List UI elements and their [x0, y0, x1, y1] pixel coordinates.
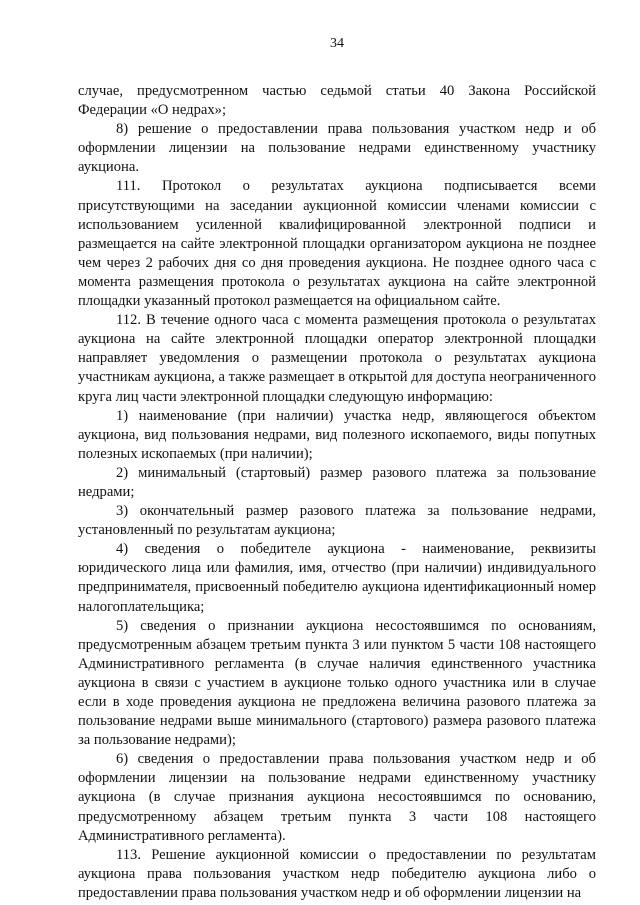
- paragraph-item-5: 5) сведения о признании аукциона несостоявшимся по основаниям, предусмотренным абзацем третьим пункта 3 или пунктом 5 части 108 настоящего Административного регламента (в случае наличия единственного участника аукциона в связи с участием в аукционе только одного участника или в случае если в ходе проведения аукциона не предложена величина разового платежа за пользование недрами выше минимального (стартового) размера разового платежа за пользование недрами);: [78, 617, 596, 749]
- paragraph-item-4: 4) сведения о победителе аукциона - наименование, реквизиты юридического лица или фамилия, имя, отчество (при наличии) индивидуального предпринимателя, присвоенный победителю аукциона идентификационный номер налогоплательщика;: [78, 541, 596, 615]
- paragraph-item-2: 2) минимальный (стартовый) размер разового платежа за пользование недрами;: [78, 464, 596, 500]
- paragraph-item-3: 3) окончательный размер разового платежа за пользование недрами, установленный по результатам аукциона;: [78, 503, 596, 539]
- paragraph-item-6: 6) сведения о предоставлении права пользования участком недр и об оформлении лицензии на пользование недрами единственному участнику аукциона (в случае признания аукциона несостоявшимся по основанию, предусмотренному абзацем третьим пункта 3 части 108 настоящего Административного регламента).: [78, 751, 596, 844]
- document-page: [78, 36, 596, 903]
- paragraph-continuation: случае, предусмотренном частью седьмой статьи 40 Закона Российской Федерации «О недрах»;: [78, 83, 596, 119]
- paragraph-113: 113. Решение аукционной комиссии о предоставлении по результатам аукциона права пользования участком недр победителю аукциона либо о предоставлении права пользования участком недр и об оформлении лицензии на: [78, 846, 596, 901]
- paragraph-item-8: 8) решение о предоставлении права пользования участком недр и об оформлении лицензии на пользование недрами единственному участнику аукциона.: [78, 121, 596, 176]
- body-text: [78, 82, 596, 903]
- paragraph-111: 111. Протокол о результатах аукциона подписывается всеми присутствующими на заседании аукционной комиссии членами комиссии с использованием усиленной квалифицированной электронной подписи и размещается на сайте электронной площадки организатором аукциона не позднее чем через 2 рабочих дня со дня проведения аукциона. Не позднее одного часа с момента размещения протокола о результатах аукциона на сайте электронной площадки указанный протокол размещается на официальном сайте.: [78, 178, 596, 310]
- page-number: 34: [330, 36, 344, 51]
- paragraph-item-1: 1) наименование (при наличии) участка недр, являющегося объектом аукциона, вид пользования недрами, вид полезного ископаемого, виды попутных полезных ископаемых (при наличии);: [78, 407, 596, 462]
- paragraph-112: 112. В течение одного часа с момента размещения протокола о результатах аукциона на сайте электронной площадки оператор электронной площадки направляет уведомления о размещении протокола о результатах аукциона участникам аукциона, а также размещает в открытой для доступа неограниченного круга лиц части электронной площадки следующую информацию:: [78, 312, 596, 405]
